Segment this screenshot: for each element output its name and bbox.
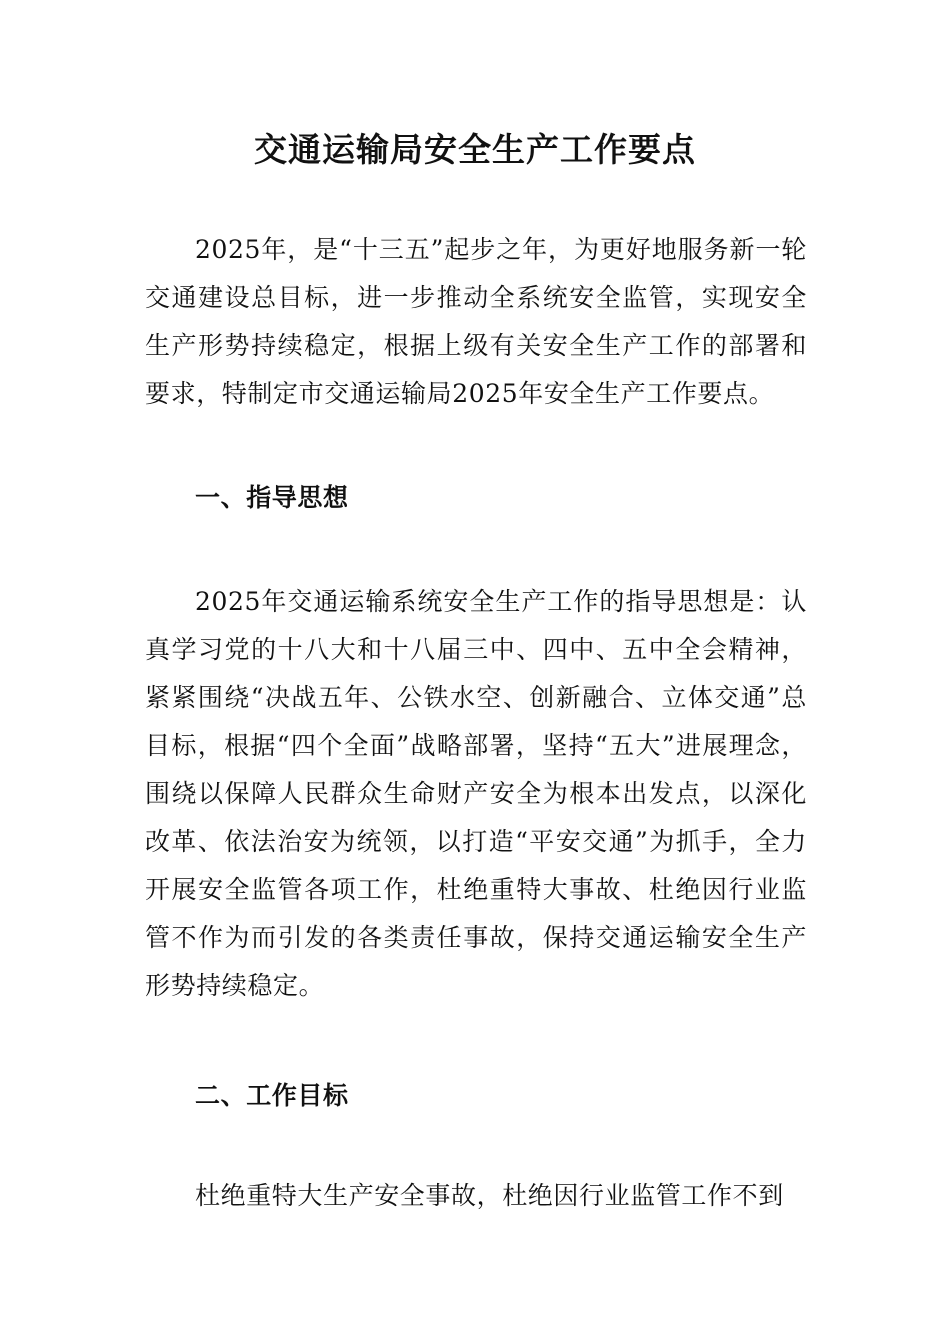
section-paragraph-work-goals: 杜绝重特大生产安全事故，杜绝因行业监管工作不到: [195, 1181, 784, 1210]
intro-paragraph: 2025年，是“十三五”起步之年，为更好地服务新一轮交通建设总目标，进一步推动全系统安全监管，实现安全生产形势持续稳定，根据上级有关安全生产工作的部署和要求，特制定市交通运输局2025年安全生产工作要点。: [145, 235, 807, 408]
section-heading-guiding-ideology: 一、指导思想: [195, 483, 349, 512]
section-heading-work-goals: 二、工作目标: [195, 1081, 349, 1110]
document-title: 交通运输局安全生产工作要点: [254, 130, 696, 169]
section-paragraph-guiding-ideology: 2025年交通运输系统安全生产工作的指导思想是：认真学习党的十八大和十八届三中、四中、五中全会精神，紧紧围绕“决战五年、公铁水空、创新融合、立体交通”总目标，根据“四个全面”战略部署，坚持“五大”进展理念，围绕以保障人民群众生命财产安全为根本出发点，以深化改革、依法治安为统领，以打造“平安交通”为抓手，全力开展安全监管各项工作，杜绝重特大事故、杜绝因行业监管不作为而引发的各类责任事故，保持交通运输安全生产形势持续稳定。: [145, 587, 807, 1000]
